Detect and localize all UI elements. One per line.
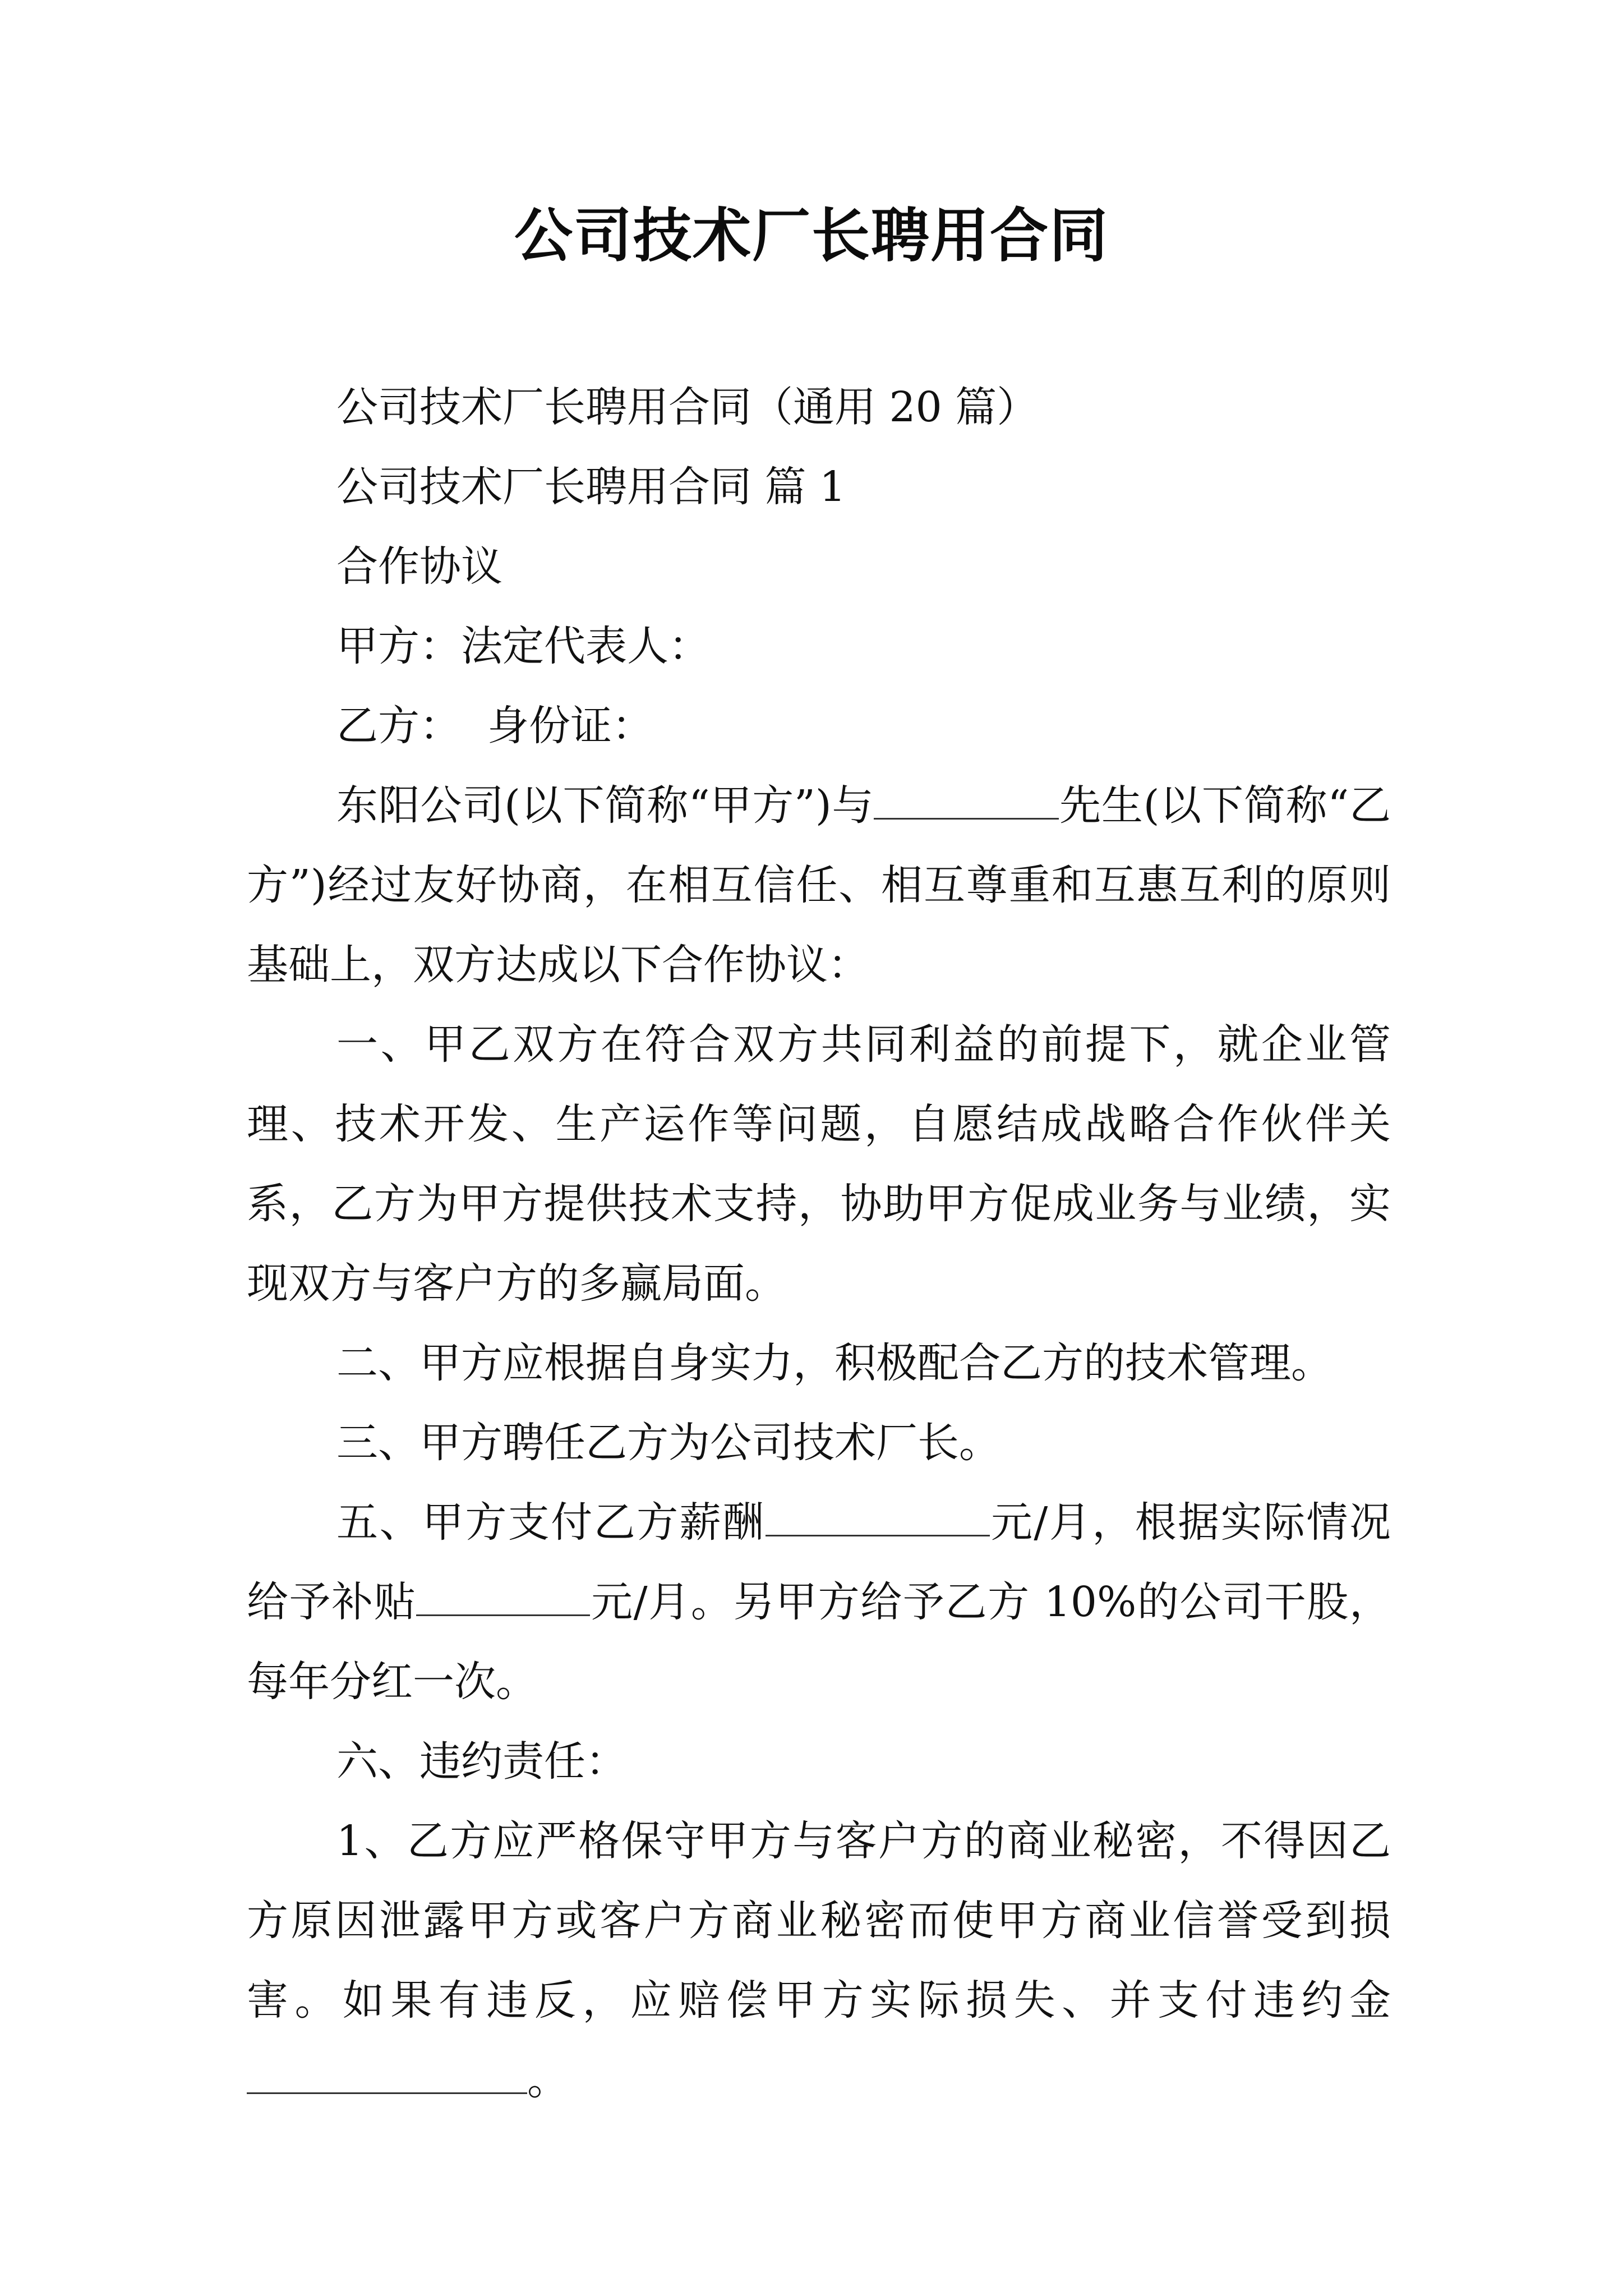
document-title: 公司技术厂长聘用合同 (514, 201, 1109, 270)
part-heading: 公司技术厂长聘用合同 篇 1 (336, 463, 846, 511)
clause-6-heading: 六、违约责任： (336, 1737, 627, 1786)
clause-5-part3: 元/月。另甲方给予乙方 10%的公司干股，每年分红一次。 (247, 1578, 1391, 1706)
intro-text-before: 东阳公司(以下简称“甲方”)与 (336, 781, 874, 830)
party-b-line: 乙方： 身份证： (336, 702, 654, 750)
clause-5-part1: 五、甲方支付乙方薪酬 (336, 1498, 766, 1547)
document-body (247, 367, 1391, 2120)
clause-1: 一、甲乙双方在符合双方共同利益的前提下，就企业管理、技术开发、生产运作等问题，自愿结成战略合作伙伴关系，乙方为甲方提供技术支持，协助甲方促成业务与业绩，实现双方与客户方的多赢局面。 (247, 1020, 1391, 1308)
subtitle: 公司技术厂长聘用合同（通用 20 篇） (336, 383, 1039, 431)
intro-paragraph (247, 766, 1391, 1005)
clause-5 (247, 1483, 1391, 1722)
party-a-line: 甲方：法定代表人： (336, 622, 710, 670)
clause-6-1-text: 1、乙方应严格保守甲方与客户方的商业秘密，不得因乙方原因泄露甲方或客户方商业秘密而使甲方商业信誉受到损害。如果有违反，应赔偿甲方实际损失、并支付违约金 (247, 1817, 1391, 2024)
clause-6-1 (247, 1801, 1391, 2120)
agreement-title: 合作协议 (336, 542, 502, 591)
subsidy-blank (416, 1580, 590, 1616)
clause-2: 二、甲方应根据自身实力，积极配合乙方的技术管理。 (336, 1339, 1332, 1387)
penalty-blank (247, 2058, 527, 2094)
clause-3: 三、甲方聘任乙方为公司技术厂长。 (336, 1419, 1000, 1467)
clause-5-part2: 元/月，根据实际情况给予补贴 (247, 1498, 1391, 1626)
salary-blank (766, 1500, 990, 1536)
name-blank (874, 783, 1059, 820)
clause-6-1-end: 。 (527, 2056, 569, 2104)
intro-text-after: 先生(以下简称“乙方”)经过友好协商，在相互信任、相互尊重和互惠互利的原则基础上，双方达成以下合作协议： (247, 781, 1391, 989)
